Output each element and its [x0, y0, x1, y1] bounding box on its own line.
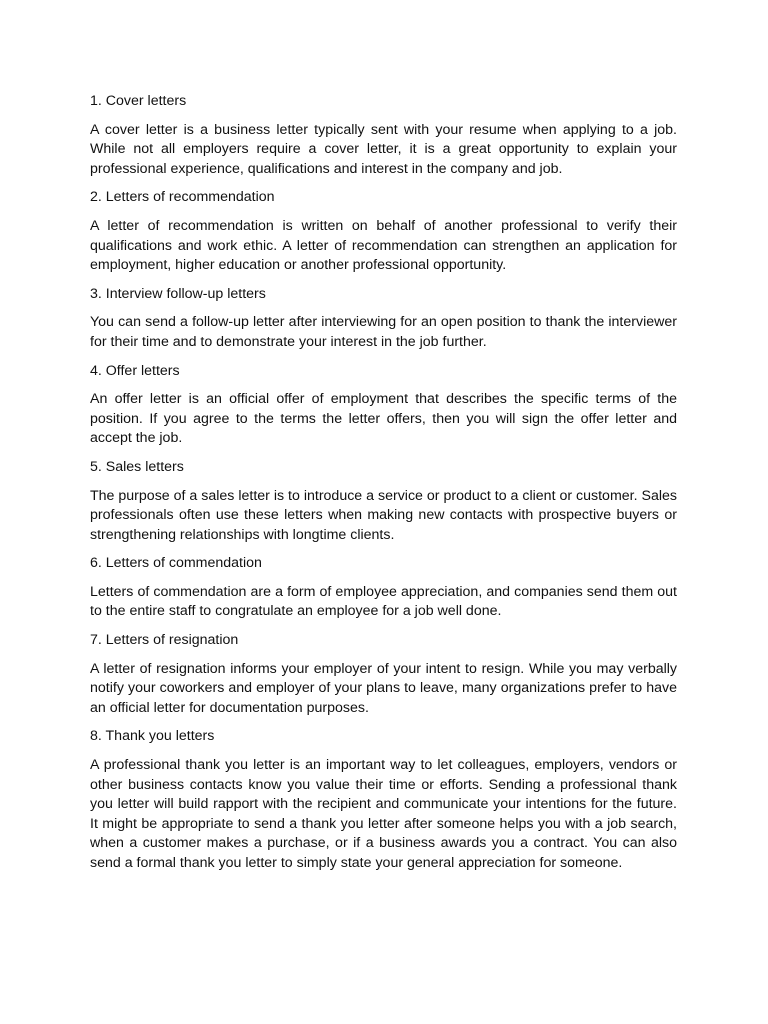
section-body-interview-follow-up-letters: You can send a follow-up letter after interviewing for an open position to thank the interviewer for their time and to demonstrate your interest in the job further. [90, 314, 677, 350]
section-body-thank-you-letters: A professional thank you letter is an important way to let colleagues, employers, vendors or other business contacts know you value their time or efforts. Sending a professional thank you letter will build rapport with the recipient and communicate your intentions for the future. It might be appropriate to send a thank you letter after someone helps you with a job search, when a customer makes a purchase, or if a business awards you a contract. You can also send a formal thank you letter to simply state your general appreciation for someone. [90, 757, 677, 871]
section-body-letters-of-recommendation: A letter of recommendation is written on behalf of another professional to verify their qualifications and work ethic. A letter of recommendation can strengthen an application for employment, higher education or another professional opportunity. [90, 217, 677, 274]
section-heading-thank-you-letters: 8. Thank you letters [90, 728, 215, 745]
section-heading-letters-of-resignation: 7. Letters of resignation [90, 632, 239, 649]
section-heading-interview-follow-up-letters: 3. Interview follow-up letters [90, 285, 266, 302]
section-heading-offer-letters: 4. Offer letters [90, 362, 180, 379]
section-body-sales-letters: The purpose of a sales letter is to introduce a service or product to a client or customer. Sales professionals often use these letters when making new contacts with prospective buyers or strengthening relationships with longtime clients. [90, 487, 677, 543]
section-heading-letters-of-commendation: 6. Letters of commendation [90, 555, 262, 572]
section-body-cover-letters: A cover letter is a business letter typically sent with your resume when applying to a job. While not all employers require a cover letter, it is a great opportunity to explain your professional experience, qualifications and interest in the company and job. [90, 121, 677, 177]
section-heading-letters-of-recommendation: 2. Letters of recommendation [90, 189, 275, 206]
section-heading-cover-letters: 1. Cover letters [90, 93, 187, 109]
section-heading-sales-letters: 5. Sales letters [90, 458, 184, 475]
section-body-letters-of-resignation: A letter of resignation informs your employer of your intent to resign. While you may verbally notify your coworkers and employer of your plans to leave, many organizations prefer to have an official letter for documentation purposes. [90, 660, 677, 716]
document-page [90, 92, 677, 883]
section-body-letters-of-commendation: Letters of commendation are a form of employee appreciation, and companies send them out to the entire staff to congratulate an employee for a job well done. [90, 583, 677, 620]
section-body-offer-letters: An offer letter is an official offer of employment that describes the specific terms of the position. If you agree to the terms the letter offers, then you will sign the offer letter and accept the job. [90, 391, 677, 447]
